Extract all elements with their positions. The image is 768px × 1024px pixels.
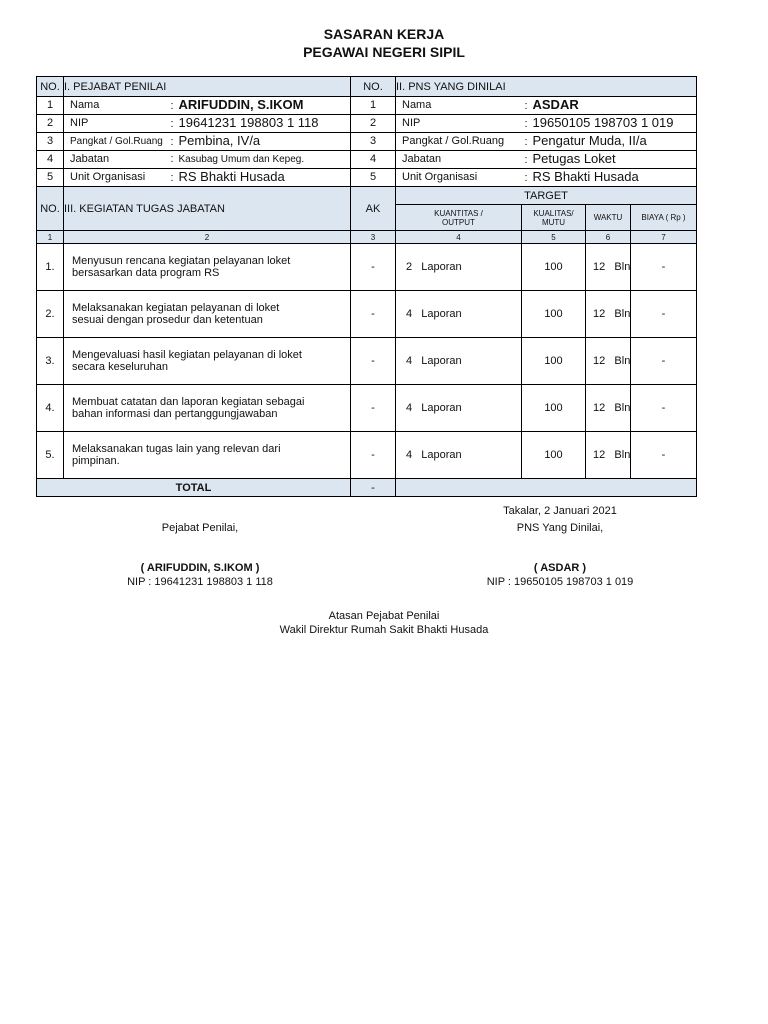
header-no-2: NO. [351,77,396,97]
dinilai-unit: RS Bhakti Husada [532,169,639,184]
header-pejabat-penilai: I. PEJABAT PENILAI [64,77,351,97]
header-kualitas: KUALITAS/ MUTU [522,205,586,231]
dinilai-jabatan: Petugas Loket [532,151,616,166]
atasan-jabatan: Wakil Direktur Rumah Sakit Bhakti Husada [279,624,489,636]
header-ak: AK [351,187,396,231]
total-label: TOTAL [37,479,351,497]
penilai-pangkat: Pembina, IV/a [178,133,261,148]
penilai-sign-title: Pejabat Penilai, [161,522,239,534]
document-title: SASARAN KERJA [323,26,445,42]
dinilai-sign-name: ( ASDAR ) [533,562,587,574]
info-row: 1 Nama : ARIFUDDIN, S.IKOM 1 Nama : ASDAR [37,97,697,115]
table-row: 3. Mengevaluasi hasil kegiatan pelayanan di loket secara keseluruhan - 4 Laporan 100 12 Bln - [37,338,697,385]
table-row: 1. Menyusun rencana kegiatan pelayanan loket bersasarkan data program RS - 2 Laporan 100 12 Bln - [37,244,697,291]
header-no: NO. [37,77,64,97]
table-row: 2. Melaksanakan kegiatan pelayanan di loket sesuai dengan prosedur dan ketentuan - 4 Laporan 100 12 Bln - [37,291,697,338]
header-kegiatan: III. KEGIATAN TUGAS JABATAN [64,187,351,231]
document-subtitle: PEGAWAI NEGERI SIPIL [303,44,465,60]
header-target: TARGET [396,187,697,205]
total-row [37,479,697,497]
kegiatan-header-row: NO. III. KEGIATAN TUGAS JABATAN AK TARGET [37,187,697,205]
skp-table [36,76,697,497]
header-pns-dinilai: II. PNS YANG DINILAI [396,77,697,97]
table-row: 4. Membuat catatan dan laporan kegiatan sebagai bahan informasi dan pertanggungjawaban - 4 Laporan 100 12 Bln - [37,385,697,432]
dinilai-sign-nip: NIP : 19650105 198703 1 019 [486,576,634,588]
table-row: 5. Melaksanakan tugas lain yang relevan dari pimpinan. - 4 Laporan 100 12 Bln - [37,432,697,479]
column-number-row: 1 2 3 4 5 6 7 [37,231,697,244]
penilai-sign-name: ( ARIFUDDIN, S.IKOM ) [140,562,260,574]
penilai-unit: RS Bhakti Husada [178,169,285,184]
penilai-jabatan: Kasubag Umum dan Kepeg. [178,154,305,165]
atasan-title: Atasan Pejabat Penilai [328,610,440,622]
info-row: 5 Unit Organisasi : RS Bhakti Husada 5 Unit Organisasi : RS Bhakti Husada [37,169,697,187]
dinilai-sign-title: PNS Yang Dinilai, [516,522,604,534]
penilai-sign-nip: NIP : 19641231 198803 1 118 [127,576,273,588]
dinilai-nip: 19650105 198703 1 019 [532,115,674,130]
header-biaya: BIAYA ( Rp ) [631,205,697,231]
dinilai-pangkat: Pengatur Muda, II/a [532,133,647,148]
dinilai-nama: ASDAR [532,97,579,112]
penilai-nama: ARIFUDDIN, S.IKOM [178,97,304,112]
place-date: Takalar, 2 Januari 2021 [503,505,617,517]
penilai-nip: 19641231 198803 1 118 [178,115,319,130]
header-kuantitas: KUANTITAS / OUTPUT [396,205,522,231]
header-waktu: WAKTU [586,205,631,231]
total-ak: - [351,479,396,497]
info-row: 2 NIP : 19641231 198803 1 118 2 NIP : 19650105 198703 1 019 [37,115,697,133]
info-row: 3 Pangkat / Gol.Ruang : Pembina, IV/a 3 Pangkat / Gol.Ruang : Pengatur Muda, II/a [37,133,697,151]
section-header-row [37,77,697,97]
info-row: 4 Jabatan : Kasubag Umum dan Kepeg. 4 Jabatan : Petugas Loket [37,151,697,169]
